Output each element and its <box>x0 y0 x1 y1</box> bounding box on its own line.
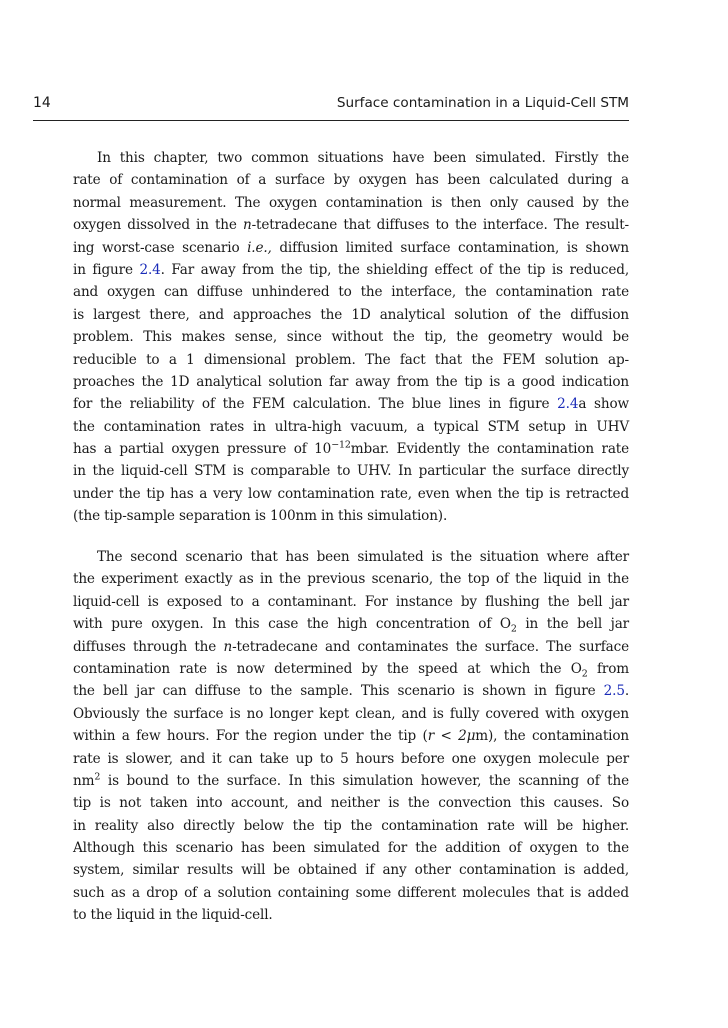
text-line: system, similar results will be obtained if any other contamination is added, <box>73 862 629 879</box>
text-line: such as a drop of a solution containing some different molecules that is added <box>73 884 629 901</box>
paragraph-1 <box>73 147 629 528</box>
running-title: Surface contamination in a Liquid-Cell STM <box>336 95 629 111</box>
figure-link[interactable]: 2.4 <box>139 261 161 278</box>
text-line: contamination rate is now determined by the speed at which the $O_2$ from <box>73 660 629 680</box>
text-line: Although this scenario has been simulated for the addition of oxygen to the <box>73 840 629 857</box>
text-line: the bell jar can diffuse to the sample. This scenario is shown in figure 2.5. <box>73 683 629 700</box>
text-line: the contamination rates in ultra-high vacuum, a typical STM setup in UHV <box>73 418 629 435</box>
text-line: The second scenario that has been simulated is the situation where after <box>97 549 629 565</box>
text-line: within a few hours. For the region under the tip (r < 2μm), the contamination <box>73 728 629 745</box>
italic-variable: n <box>242 217 252 234</box>
text-line: in figure 2.4. Far away from the tip, the shielding effect of the tip is reduced, <box>73 261 630 278</box>
italic-abbrev: i.e., <box>247 239 272 256</box>
running-header <box>33 94 629 121</box>
text-line: tip is not taken into account, and neither is the convection this causes. So <box>73 795 629 812</box>
text-line: with pure oxygen. In this case the high concentration of $O_2$ in the bell jar <box>73 616 629 635</box>
page-number: 14 <box>33 95 51 111</box>
text-line: In this chapter, two common situations have been simulated. Firstly the <box>97 150 629 166</box>
text-line: for the reliability of the FEM calculation. The blue lines in figure 2.4a show <box>73 396 629 413</box>
text-line: diffuses through the n-tetradecane and contaminates the surface. The surface <box>73 638 629 655</box>
text-line: and oxygen can diffuse unhindered to the interface, the contamination rate <box>73 284 629 301</box>
text-line: liquid-cell is exposed to a contaminant. For instance by flushing the bell jar <box>73 593 629 610</box>
text-line: in reality also directly below the tip the contamination rate will be higher. <box>73 817 629 834</box>
text-line: has a partial oxygen pressure of $10^{-12}mbar$. Evidently the contamination rate <box>73 439 629 458</box>
text-line: Obviously the surface is no longer kept clean, and is fully covered with oxygen <box>73 705 629 722</box>
text-line: under the tip has a very low contamination rate, even when the tip is retracted <box>73 485 629 502</box>
paragraph-2 <box>73 546 629 927</box>
text-line: proaches the 1D analytical solution far away from the tip is a good indication <box>73 373 629 390</box>
text-line: rate of contamination of a surface by oxygen has been calculated during a <box>73 172 629 189</box>
text-line: normal measurement. The oxygen contamination is then only caused by the <box>73 194 629 211</box>
text-line: the experiment exactly as in the previous scenario, the top of the liquid in the <box>73 571 629 588</box>
figure-link[interactable]: 2.5 <box>603 683 625 700</box>
text-line: problem. This makes sense, since without the tip, the geometry would be <box>73 329 629 346</box>
figure-link[interactable]: 2.4 <box>557 396 579 413</box>
subscript: 2 <box>581 668 588 680</box>
text-line: in the liquid-cell STM is comparable to UHV. In particular the surface directly <box>73 463 629 480</box>
text-line: is largest there, and approaches the 1D analytical solution of the diffusion <box>73 306 629 323</box>
italic-variable: n <box>223 638 233 655</box>
text-line: reducible to a 1 dimensional problem. The fact that the FEM solution ap- <box>73 351 629 368</box>
text-line: to the liquid in the liquid-cell. <box>73 907 273 924</box>
math-expression: r < 2μ <box>427 728 476 745</box>
text-line: $nm^2$ is bound to the surface. In this simulation however, the scanning of the <box>73 771 629 789</box>
exponent: −12 <box>331 439 351 451</box>
subscript: 2 <box>510 623 517 635</box>
text-line: (the tip-sample separation is 100nm in this simulation). <box>73 508 448 525</box>
exponent: 2 <box>94 771 101 783</box>
text-line: ing worst-case scenario i.e., diffusion limited surface contamination, is shown <box>73 239 630 256</box>
text-line: oxygen dissolved in the n-tetradecane that diffuses to the interface. The result- <box>73 217 629 234</box>
text-line: rate is slower, and it can take up to 5 hours before one oxygen molecule per <box>73 750 629 767</box>
